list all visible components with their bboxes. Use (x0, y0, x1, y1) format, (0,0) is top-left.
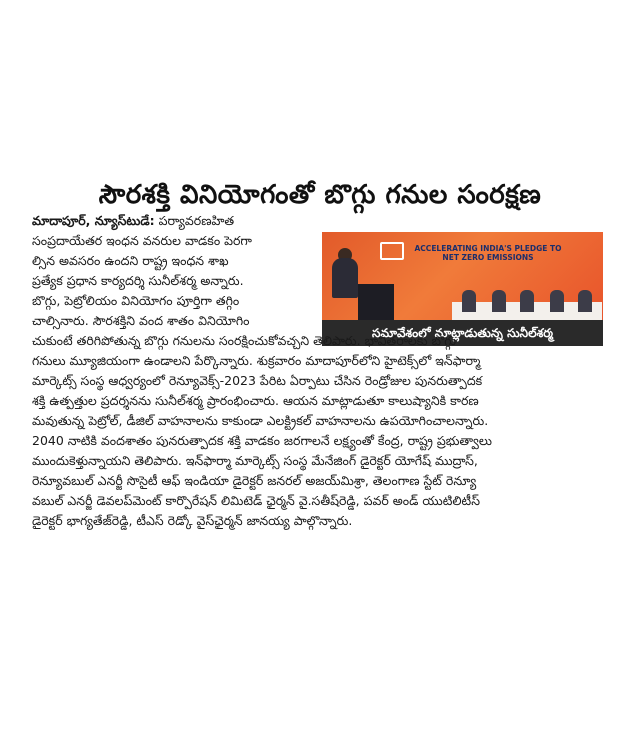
banner-text: ACCELERATING INDIA'S PLEDGE TO NET ZERO EMISSIONS (414, 244, 562, 263)
article-line: చుకుంటే తరిగిపోతున్న బొగ్గు గనులను సంరక్షించుకోవచ్చని తెలిపారు. భావితరాలకు బొగ్గు (32, 333, 456, 348)
news-photo (322, 232, 603, 320)
screen-logo-icon (380, 242, 404, 260)
podium (358, 284, 394, 320)
article-line: వబుల్ ఎనర్జీ డెవలప్‌మెంట్ కార్పొరేషన్ లిమిటెడ్ ఛైర్మన్ వై.సతీష్‌రెడ్డి, పవర్ అండ్ యుటిలిటీస్ (32, 493, 480, 508)
article-line: గనులు మ్యూజియంగా ఉండాలని పేర్కొన్నారు. శుక్రవారం మాదాపూర్‌లోని హైటెక్స్‌లో ఇన్‌ఫార్మా (32, 353, 481, 368)
photo-caption: సమావేశంలో మాట్లాడుతున్న సునీల్‌శర్మ (322, 320, 603, 346)
article-line: సంప్రదాయేతర ఇంధన వనరుల వాడకం పెరగా (32, 233, 252, 248)
article-line: చాల్సినారు. సౌరశక్తిని వంద శాతం వినియోగిం (32, 313, 250, 328)
article-line: మవుతున్న పెట్రోల్, డీజిల్ వాహనాలను కాకుండా ఎలక్ట్రికల్ వాహనాలను ఉపయోగించాలన్నారు. (32, 413, 489, 428)
article-line: డైరెక్టర్ భాగ్యతేజ్‌రెడ్డి, టీఎస్ రెడ్కో వైస్‌ఛైర్మన్ జానయ్య పాల్గొన్నారు. (32, 513, 353, 528)
article-line: రెన్యూవబుల్ ఎనర్జీ సొసైటీ ఆఫ్ ఇండియా డైరెక్టర్ జనరల్ అజయ్‌మిశ్రా, తెలంగాణ స్టేట్ రెన్యూ (32, 473, 477, 488)
article-line: పర్యావరణహిత (158, 213, 235, 228)
panelist-figure (578, 290, 592, 312)
article-line: శక్తి ఉత్పత్తుల ప్రదర్శనను సునీల్‌శర్మ ప్రారంభించారు. ఆయన మాట్లాడుతూ కాలుష్యానికి కారణ (32, 393, 479, 408)
article-line: బొగ్గు, పెట్రోలియం వినియోగం పూర్తిగా తగ్గిం (32, 293, 240, 308)
panelist-figure (492, 290, 506, 312)
headline: సౌరశక్తి వినియోగంతో బొగ్గు గనుల సంరక్షణ (98, 180, 542, 210)
article-line: ప్రత్యేక ప్రధాన కార్యదర్శి సునీల్‌శర్మ అన్నారు. (32, 273, 244, 288)
article-line: ముందుకెళ్తున్నాయని తెలిపారు. ఇన్‌ఫార్మా మార్కెట్స్ సంస్థ మేనేజింగ్ డైరెక్టర్ యోగేష్ ముద్రాస్, (32, 453, 478, 468)
article-line: 2040 నాటికి వందశాతం పునరుత్పాదక శక్తి వాడకం జరగాలనే లక్ష్యంతో కేంద్ర, రాష్ట్ర ప్రభుత్వాలు (32, 433, 493, 448)
speaker-figure (332, 258, 358, 298)
byline: మాదాపూర్, న్యూస్‌టుడే: (32, 213, 155, 228)
panelist-figure (550, 290, 564, 312)
article-line: మార్కెట్స్ సంస్థ ఆధ్వర్యంలో రెన్యూవెక్స్-2023 పేరిట ఏర్పాటు చేసిన రెండ్రోజుల పునరుత్పాదక (32, 373, 483, 388)
panelist-figure (462, 290, 476, 312)
article-line: ల్సిన అవసరం ఉందని రాష్ట్ర ఇంధన శాఖ (32, 253, 229, 268)
panelist-figure (520, 290, 534, 312)
